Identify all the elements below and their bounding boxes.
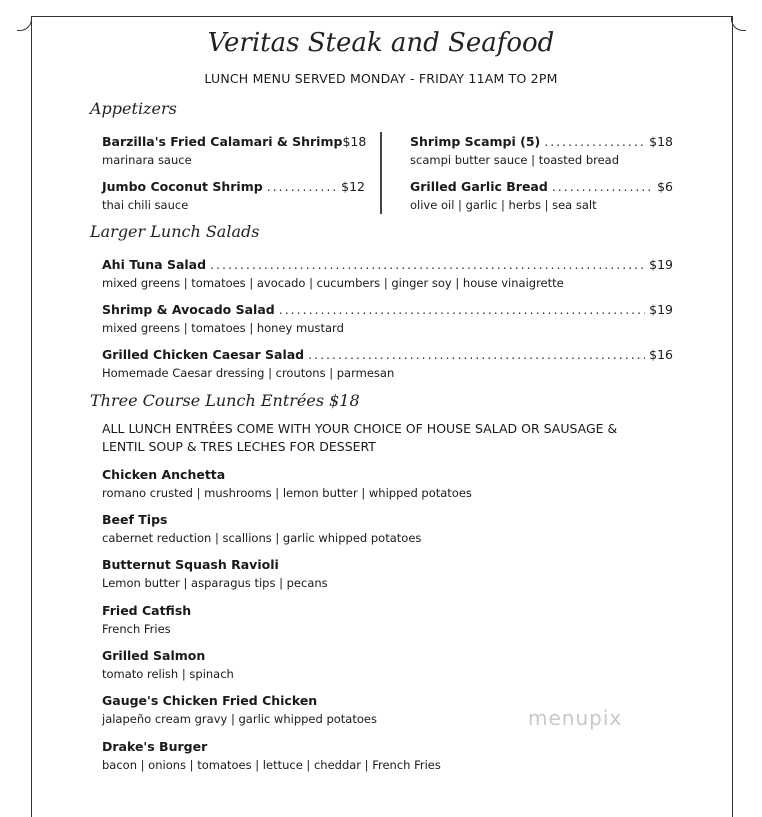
menu-item xyxy=(410,179,673,212)
item-description: scampi butter sauce | toasted bread xyxy=(410,153,620,167)
item-description: French Fries xyxy=(102,622,171,636)
restaurant-name: Veritas Steak and Seafood xyxy=(207,28,555,58)
menu-item xyxy=(410,134,673,167)
section-heading-salads: Larger Lunch Salads xyxy=(90,222,260,241)
menu-item xyxy=(102,179,365,212)
item-name: Shrimp Scampi (5) xyxy=(410,134,541,149)
item-price: $18 xyxy=(649,134,673,149)
item-description: tomato relish | spinach xyxy=(102,667,234,681)
item-name: Gauge's Chicken Fried Chicken xyxy=(102,693,318,708)
item-description: romano crusted | mushrooms | lemon butter | whipped potatoes xyxy=(102,486,472,500)
item-name: Ahi Tuna Salad xyxy=(102,257,207,272)
item-description: cabernet reduction | scallions | garlic whipped potatoes xyxy=(102,531,422,545)
item-price: $12 xyxy=(341,179,365,194)
item-description: thai chili sauce xyxy=(102,198,189,212)
menu-item xyxy=(102,467,472,500)
section-heading-appetizers: Appetizers xyxy=(90,99,177,118)
item-name: Fried Catfish xyxy=(102,603,192,618)
item-price: $16 xyxy=(649,347,673,362)
item-price: $6 xyxy=(657,179,673,194)
menu-subtitle: LUNCH MENU SERVED MONDAY - FRIDAY 11AM TO 2PM xyxy=(204,71,558,86)
menu-item xyxy=(102,603,191,636)
item-price: $19 xyxy=(649,302,673,317)
item-description: mixed greens | tomatoes | honey mustard xyxy=(102,321,344,335)
menu-item xyxy=(102,648,234,681)
item-name: Grilled Salmon xyxy=(102,648,206,663)
item-name: Chicken Anchetta xyxy=(102,467,226,482)
item-name: Grilled Chicken Caesar Salad xyxy=(102,347,305,362)
menu-item xyxy=(102,302,673,335)
menu-item xyxy=(102,693,377,726)
item-description: olive oil | garlic | herbs | sea salt xyxy=(410,198,597,212)
item-price: $18 xyxy=(342,134,367,149)
item-description: mixed greens | tomatoes | avocado | cucumbers | ginger soy | house vinaigrette xyxy=(102,276,564,290)
item-name: Shrimp & Avocado Salad xyxy=(102,302,275,317)
menu-item xyxy=(102,512,421,545)
item-description: bacon | onions | tomatoes | lettuce | cheddar | French Fries xyxy=(102,758,441,772)
item-name: Grilled Garlic Bread xyxy=(410,179,548,194)
menu-item xyxy=(102,557,328,590)
item-name: Drake's Burger xyxy=(102,739,208,754)
item-price: $19 xyxy=(649,257,673,272)
item-name: Butternut Squash Ravioli xyxy=(102,557,279,572)
column-divider xyxy=(380,132,382,214)
menu-item xyxy=(102,739,441,772)
item-description: Lemon butter | asparagus tips | pecans xyxy=(102,576,328,590)
item-name: Jumbo Coconut Shrimp xyxy=(102,179,263,194)
item-description: marinara sauce xyxy=(102,153,192,167)
item-description: jalapeño cream gravy | garlic whipped potatoes xyxy=(102,712,377,726)
menu-item xyxy=(102,134,365,167)
item-name: Beef Tips xyxy=(102,512,168,527)
item-name: Barzilla's Fried Calamari & Shrimp xyxy=(102,134,343,149)
watermark-logo: menupix xyxy=(528,706,623,730)
entrees-note: ALL LUNCH ENTRÉES COME WITH YOUR CHOICE OF HOUSE SALAD OR SAUSAGE & LENTIL SOUP & TRES LECHES FOR DESSERT xyxy=(102,421,618,454)
section-heading-entrees: Three Course Lunch Entrées $18 xyxy=(90,391,360,410)
item-description: Homemade Caesar dressing | croutons | parmesan xyxy=(102,366,395,380)
menu-item xyxy=(102,347,673,380)
menu-item xyxy=(102,257,673,290)
